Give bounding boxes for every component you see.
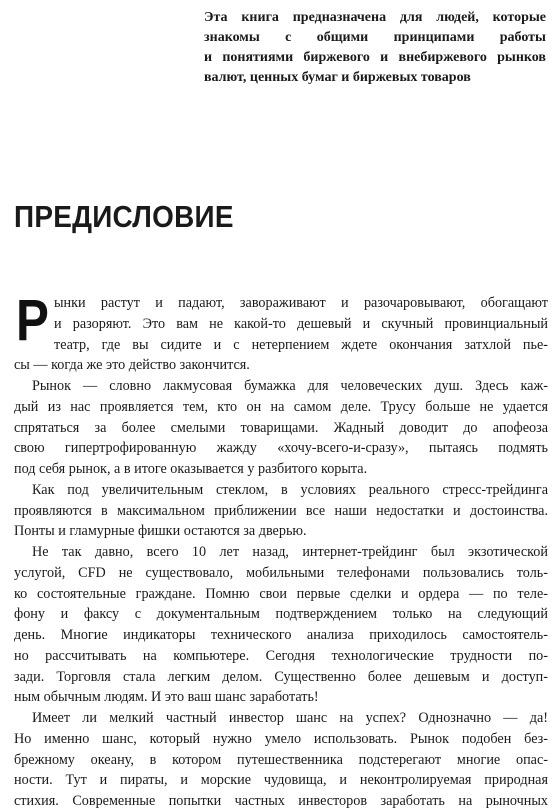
- chapter-title: ПРЕДИСЛОВИЕ: [14, 199, 234, 234]
- body-line: спрятаться за более смелыми товарищами. Жадный доводит до апофеоза: [14, 419, 548, 436]
- audience-note-line: и понятиями биржевого и внебиржевого рынков: [204, 50, 546, 65]
- body-line: ко состоятельные граждане. Помню свои первые сделки и ордера — по теле-: [14, 585, 548, 602]
- body-line: ным обычным людям. И это ваш шанс заработать!: [14, 689, 319, 706]
- body-line: зади. Торговля стала легким делом. Существенно более дешевым и доступ-: [14, 668, 548, 685]
- body-line: Понты и гламурные фишки остаются за дверью.: [14, 523, 307, 540]
- audience-note: [204, 8, 546, 88]
- body-line: ынки растут и падают, завораживают и разочаровывают, обогащают: [54, 295, 548, 311]
- body-line: и разоряют. Это вам не какой-то дешевый и скучный провинциальный: [54, 315, 548, 332]
- audience-note-line: знакомы с общими принципами работы: [204, 30, 546, 45]
- body-line: Имеет ли мелкий частный инвестор шанс на успех? Однозначно — да!: [32, 710, 548, 726]
- body-line: Как под увеличительным стеклом, в условиях реального стресс-трейдинга: [32, 481, 548, 498]
- body-line: дый из нас проявляется тем, кто он на самом деле. Трусу больше не удается: [14, 398, 548, 415]
- body-line: под себя рынок, а в итоге оказывается у разбитого корыта.: [14, 461, 368, 477]
- body-line: свою гипертрофированную жажду «хочу-всего-и-сразу», пытаясь подмять: [14, 440, 548, 457]
- audience-note-line: Эта книга предназначена для людей, которые: [204, 10, 546, 25]
- body-line: стихия. Современные попытки частных инвесторов заработать на рыночных: [14, 793, 548, 809]
- body-line: Не так давно, всего 10 лет назад, интернет-трейдинг был экзотической: [32, 544, 548, 560]
- body-line: сы — когда же это действо закончится.: [14, 357, 250, 374]
- audience-note-line: валют, ценных бумаг и биржевых товаров: [204, 70, 471, 85]
- body-line: но рассчитывать на компьютере. Сегодня технологические трудности по-: [14, 647, 548, 664]
- body-line: услугой, CFD не существовало, мобильными телефонами пользовались толь-: [14, 564, 548, 581]
- body-line: фону и факсу с документальным подтверждением только на следующий: [14, 606, 548, 623]
- drop-cap: Р: [16, 288, 49, 353]
- body-line: театр, где вы сидите и с нетерпением ждете окончания затхлой пье-: [54, 336, 548, 353]
- body-line: Но именно шанс, который нужно умело использовать. Рынок подобен без-: [14, 730, 548, 747]
- body-line: Рынок — словно лакмусовая бумажка для человеческих душ. Здесь каж-: [32, 378, 548, 394]
- body-text: [14, 288, 548, 812]
- body-line: брежному океану, в котором путешественника подстерегают многие опас-: [14, 751, 548, 768]
- body-line: проявляются в максимальном приближении все наши недостатки и достоинства.: [14, 502, 548, 519]
- body-line: день. Многие индикаторы технического анализа приходилось самостоятель-: [14, 627, 548, 643]
- body-line: ности. Тут и пираты, и морские чудовища, и неконтролируемая природная: [14, 772, 548, 789]
